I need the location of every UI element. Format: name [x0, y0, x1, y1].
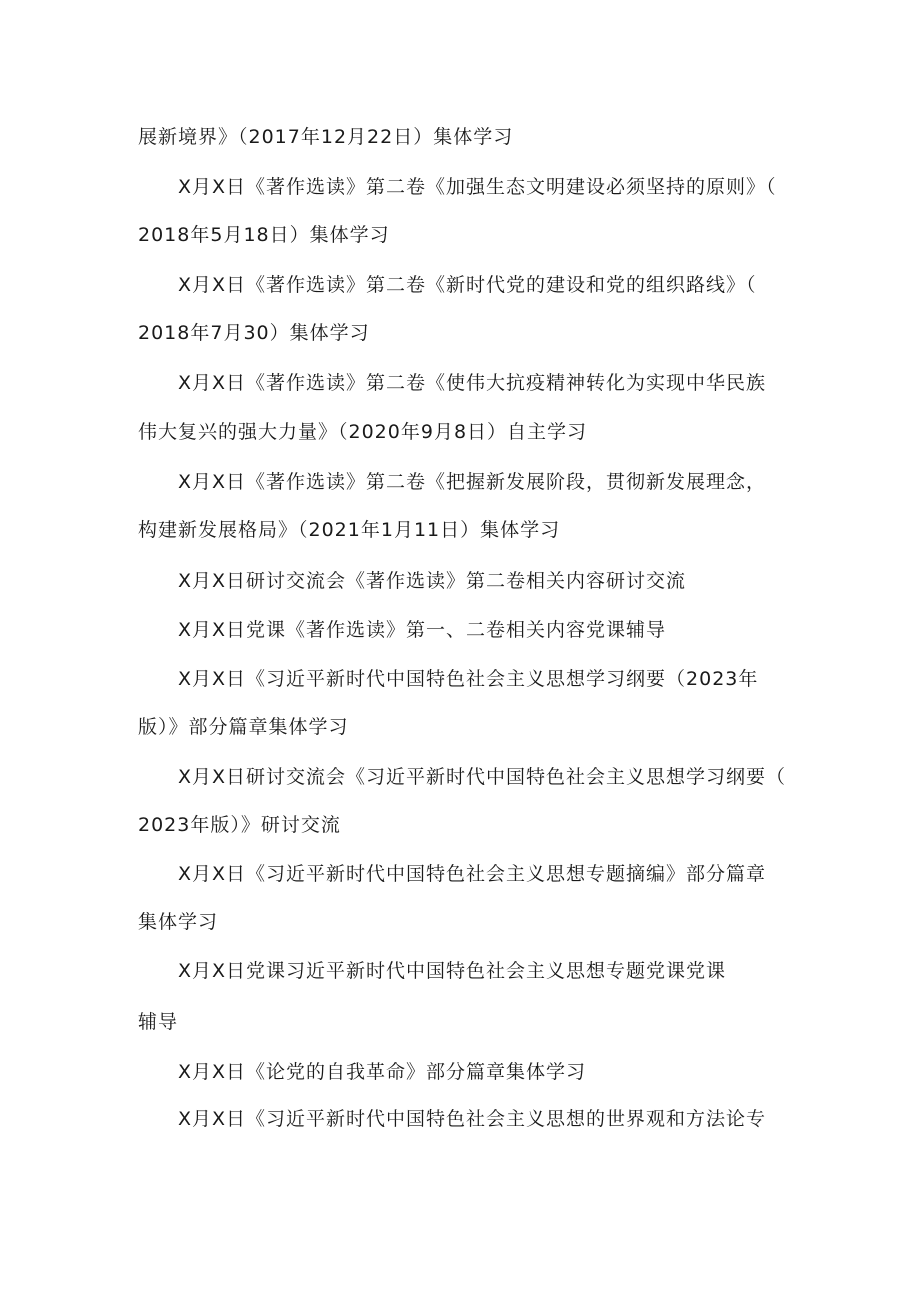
text-line: 2018年7月30）集体学习: [138, 322, 370, 344]
text-line: X月X日《著作选读》第二卷《加强生态文明建设必须坚持的原则》（: [178, 176, 777, 198]
text-line: X月X日研讨交流会《习近平新时代中国特色社会主义思想学习纲要（: [178, 766, 787, 788]
text-line: 2023年版）》研讨交流: [138, 814, 341, 836]
text-line: 构建新发展格局》（2021年1月11日）集体学习: [138, 519, 561, 541]
text-line: X月X日《著作选读》第二卷《新时代党的建设和党的组织路线》（: [178, 274, 757, 296]
text-line: X月X日《著作选读》第二卷《使伟大抗疫精神转化为实现中华民族: [178, 372, 767, 394]
text-line: 伟大复兴的强大力量》（2020年9月8日）自主学习: [138, 421, 588, 443]
text-line: 2018年5月18日）集体学习: [138, 224, 390, 246]
text-line: X月X日《著作选读》第二卷《把握新发展阶段，贯彻新发展理念，: [178, 471, 767, 493]
text-line: X月X日研讨交流会《著作选读》第二卷相关内容研讨交流: [178, 570, 687, 592]
text-line: X月X日《习近平新时代中国特色社会主义思想的世界观和方法论专: [178, 1108, 767, 1130]
text-line: X月X日《习近平新时代中国特色社会主义思想学习纲要（2023年: [178, 668, 759, 690]
text-line: 辅导: [138, 1011, 179, 1033]
text-line: 集体学习: [138, 911, 219, 933]
text-line: X月X日《习近平新时代中国特色社会主义思想专题摘编》部分篇章: [178, 863, 767, 885]
text-line: 版）》部分篇章集体学习: [138, 716, 349, 738]
text-line: X月X日《论党的自我革命》部分篇章集体学习: [178, 1061, 587, 1083]
text-line: 展新境界》（2017年12月22日）集体学习: [138, 126, 514, 148]
text-line: X月X日党课习近平新时代中国特色社会主义思想专题党课党课: [178, 960, 727, 982]
text-line: X月X日党课《著作选读》第一、二卷相关内容党课辅导: [178, 619, 667, 641]
